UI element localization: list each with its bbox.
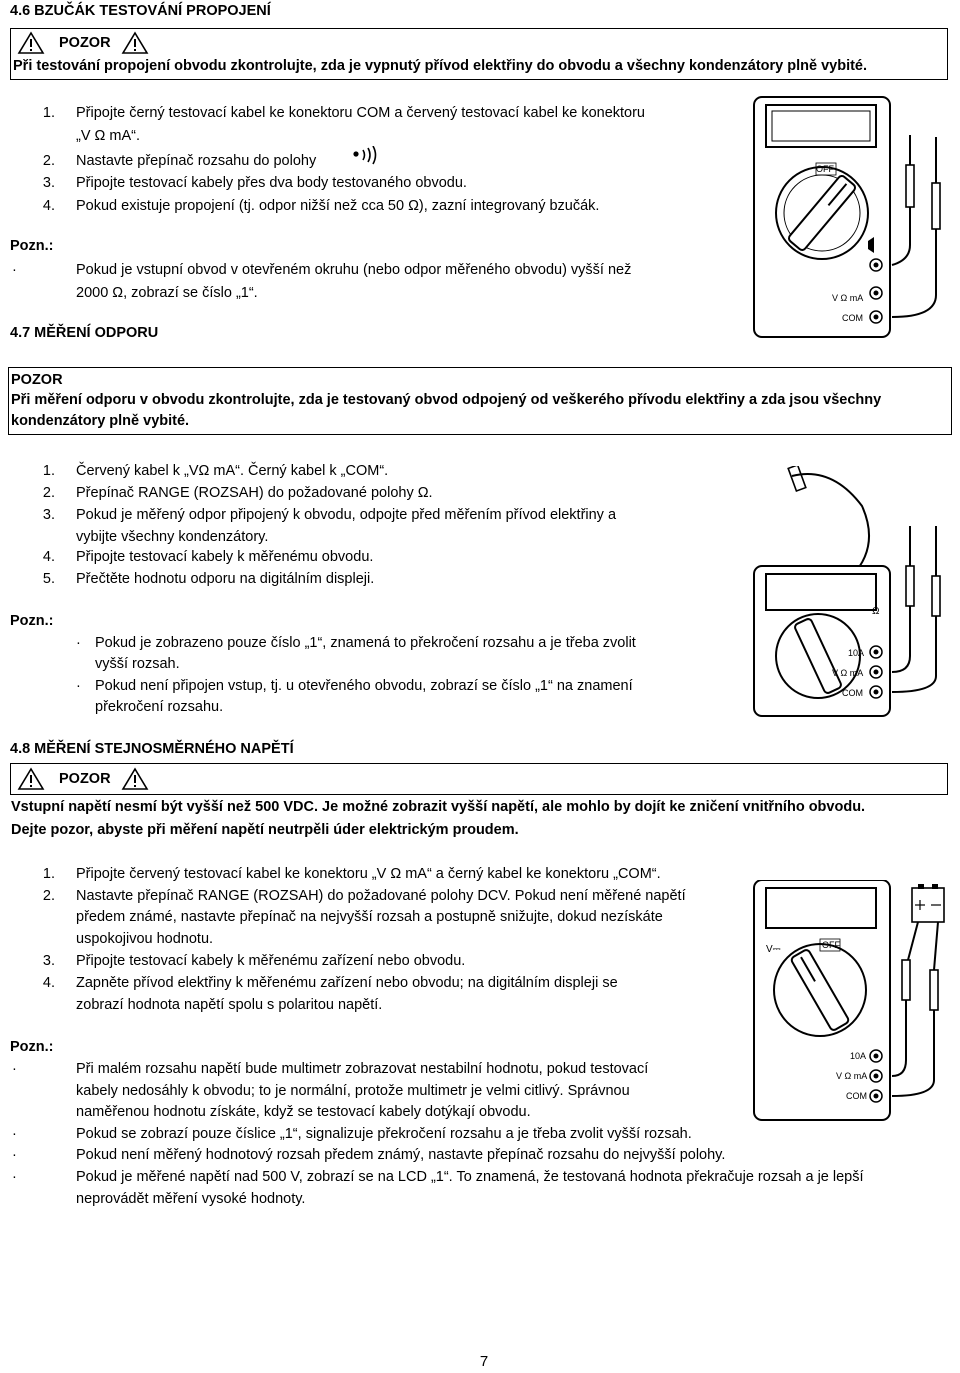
step-number: 1. — [42, 105, 55, 121]
note-text: Pokud je měřené napětí nad 500 V, zobrazí se na LCD „1“. To znamená, že testovaná hodnota překračuje rozsah a je lepší — [76, 1169, 864, 1185]
note-label: Pozn.: — [10, 613, 54, 629]
step-number: 3. — [42, 175, 55, 191]
step-text: Připojte testovací kabely k měřenému zařízení nebo obvodu. — [76, 953, 466, 969]
note-label: Pozn.: — [10, 1039, 54, 1055]
multimeter-figure-buzzer — [752, 95, 952, 340]
warning-triangle-icon — [17, 31, 45, 55]
step-number: 4. — [42, 198, 55, 214]
step-text: vybijte všechny kondenzátory. — [76, 529, 269, 545]
section-heading-4-7: 4.7 MĚŘENÍ ODPORU — [10, 325, 159, 341]
test-probe-black — [932, 183, 940, 229]
vdc-label: V⎓ — [766, 944, 781, 955]
step-text: Pokud je měřený odpor připojený k obvodu, odpojte před měřením přívod elektřiny a — [76, 507, 617, 523]
warning-box-4-6 — [10, 28, 948, 80]
note-text: Pokud se zobrazí pouze číslice „1“, signalizuje překročení rozsahu a je třeba zvolit vyšší rozsah. — [76, 1126, 692, 1142]
step-text: Nastavte přepínač rozsahu do polohy — [76, 153, 317, 169]
note-bullet: · — [12, 1061, 17, 1077]
warning-box-4-8 — [10, 763, 948, 795]
vma-label: V Ω mA — [832, 293, 864, 303]
note-bullet: · — [12, 1169, 17, 1185]
multimeter-figure-resistance — [752, 466, 952, 721]
vma-label: V Ω mA — [832, 668, 864, 678]
test-probe-red — [906, 165, 914, 207]
step-number: 4. — [42, 549, 55, 565]
note-bullet: · — [12, 262, 17, 278]
note-text: Pokud je zobrazeno pouze číslo „1“, znamená to překročení rozsahu a je třeba zvolit — [95, 635, 636, 651]
step-number: 4. — [42, 975, 55, 991]
step-text: „V Ω mA“. — [76, 128, 141, 144]
note-text: naměřenou hodnotu získáte, když se testovací kabely dotýkají obvodu. — [76, 1104, 531, 1120]
step-text: Připojte červený testovací kabel ke konektoru „V Ω mA“ a černý kabel ke konektoru „COM“. — [76, 866, 661, 882]
com-label: COM — [842, 688, 863, 698]
step-text: Připojte testovací kabely přes dva body testovaného obvodu. — [76, 175, 467, 191]
note-text: neprovádět měření vysoké hodnoty. — [76, 1191, 306, 1207]
note-text: 2000 Ω, zobrazí se číslo „1“. — [76, 285, 258, 301]
step-number: 5. — [42, 571, 55, 587]
step-text: Zapněte přívod elektřiny k měřenému zařízení nebo obvodu; na digitálním displeji se — [76, 975, 618, 991]
warning-label: POZOR — [59, 771, 111, 787]
step-text: předem známé, nastavte přepínač na nejvyšší rozsah a postupně snižujte, dokud nezískáte — [76, 909, 663, 925]
note-bullet: · — [76, 678, 81, 694]
step-text: Přepínač RANGE (ROZSAH) do požadované polohy Ω. — [76, 485, 433, 501]
step-text: Červený kabel k „VΩ mA“. Černý kabel k „COM“. — [76, 463, 389, 479]
note-text: Při malém rozsahu napětí bude multimetr zobrazovat nestabilní hodnotu, pokud testovací — [76, 1061, 649, 1077]
step-number: 3. — [42, 507, 55, 523]
note-text: kabely nedosáhly k obvodu; to je normální, protože multimetr je velmi citlivý. Správnou — [76, 1083, 630, 1099]
test-probe-black — [930, 970, 938, 1010]
section-heading-4-8: 4.8 MĚŘENÍ STEJNOSMĚRNÉHO NAPĚTÍ — [10, 741, 294, 757]
warning-text: Při testování propojení obvodu zkontrolujte, zda je vypnutý přívod elektřiny do obvodu a všechny kondenzátory plně vybité. — [13, 58, 868, 74]
note-bullet: · — [12, 1147, 17, 1163]
step-text: zobrazí hodnota napětí spolu s polaritou napětí. — [76, 997, 383, 1013]
note-label: Pozn.: — [10, 238, 54, 254]
note-text: překročení rozsahu. — [95, 699, 224, 715]
step-text: Pokud existuje propojení (tj. odpor nižší než cca 50 Ω), zazní integrovaný bzučák. — [76, 198, 600, 214]
step-number: 1. — [42, 866, 55, 882]
10a-label: 10A — [848, 648, 865, 658]
warning-text: Vstupní napětí nesmí být vyšší než 500 VDC. Je možné zobrazit vyšší napětí, ale mohlo by dojít ke zničení vnitřního obvodu. — [11, 799, 866, 815]
vma-label: V Ω mA — [836, 1071, 868, 1081]
warning-triangle-icon — [121, 767, 149, 791]
buzzer-sound-icon — [350, 146, 382, 168]
warning-label: POZOR — [11, 372, 63, 388]
step-text: Připojte černý testovací kabel ke konektoru COM a červený testovací kabel ke konektoru — [76, 105, 645, 121]
step-number: 2. — [42, 485, 55, 501]
step-text: Připojte testovací kabely k měřenému obvodu. — [76, 549, 374, 565]
test-probe-black — [932, 576, 940, 616]
test-probe-red — [906, 566, 914, 606]
note-bullet: · — [12, 1126, 17, 1142]
multimeter-figure-dc-voltage — [752, 880, 952, 1125]
com-label: COM — [846, 1091, 867, 1101]
note-bullet: · — [76, 635, 81, 651]
step-text: Přečtěte hodnotu odporu na digitálním displeji. — [76, 571, 375, 587]
step-text: Nastavte přepínač RANGE (ROZSAH) do požadované polohy DCV. Pokud není měřené napětí — [76, 888, 686, 904]
off-label: OFF — [816, 164, 834, 174]
step-number: 1. — [42, 463, 55, 479]
warning-label: POZOR — [59, 35, 111, 51]
section-heading-4-6: 4.6 BZUČÁK TESTOVÁNÍ PROPOJENÍ — [10, 3, 271, 19]
note-text: Pokud je vstupní obvod v otevřeném okruhu (nebo odpor měřeného obvodu) vyšší než — [76, 262, 632, 278]
note-text: Pokud není měřený hodnotový rozsah předem známý, nastavte přepínač rozsahu do nejvyšší polohy. — [76, 1147, 726, 1163]
step-number: 2. — [42, 153, 55, 169]
off-label: OFF — [822, 940, 840, 950]
warning-text: kondenzátory plně vybité. — [11, 413, 190, 429]
ohm-label: Ω — [872, 606, 880, 617]
step-text: uspokojivou hodnotu. — [76, 931, 214, 947]
note-text: Pokud není připojen vstup, tj. u otevřeného obvodu, zobrazí se číslo „1“ na znamení — [95, 678, 633, 694]
com-label: COM — [842, 313, 863, 323]
warning-text: Dejte pozor, abyste při měření napětí neutrpěli úder elektrickým proudem. — [11, 822, 519, 838]
warning-triangle-icon — [17, 767, 45, 791]
warning-triangle-icon — [121, 31, 149, 55]
step-number: 3. — [42, 953, 55, 969]
page-number: 7 — [479, 1353, 489, 1370]
warning-box-4-7 — [8, 367, 952, 435]
step-number: 2. — [42, 888, 55, 904]
warning-text: Při měření odporu v obvodu zkontrolujte, zda je testovaný obvod odpojený od veškerého přívodu elektřiny a zda jsou všechny — [11, 392, 882, 408]
note-text: vyšší rozsah. — [95, 656, 180, 672]
10a-label: 10A — [850, 1051, 867, 1061]
test-probe-red — [902, 960, 910, 1000]
resistor-lead — [788, 466, 806, 491]
